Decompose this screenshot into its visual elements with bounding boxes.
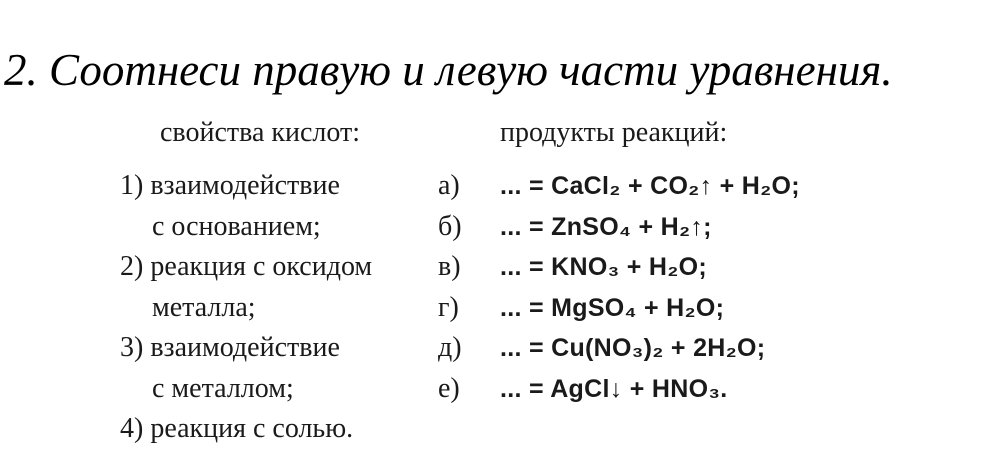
product-equation: ... = CaCl₂ + CO₂↑ + H₂O; — [500, 172, 800, 200]
property-number: 3) — [120, 332, 144, 363]
product-row — [438, 247, 998, 288]
product-equation: ... = AgCl↓ + HNO₃. — [500, 374, 728, 403]
property-3-line-1 — [120, 328, 430, 369]
product-letter: г) — [438, 291, 459, 323]
property-number: 2) — [120, 251, 144, 282]
property-text: с металлом; — [152, 372, 294, 404]
product-equation: ... = ZnSO₄ + H₂↑; — [500, 212, 712, 241]
property-text: с основанием; — [152, 210, 321, 242]
property-3-line-2 — [120, 369, 430, 410]
product-row — [438, 207, 998, 248]
property-text: реакция с солью. — [150, 413, 354, 444]
product-equation: ... = Cu(NO₃)₂ + 2H₂O; — [500, 334, 766, 362]
product-equation: ... = KNO₃ + H₂O; — [500, 253, 707, 281]
product-letter: а) — [438, 170, 460, 201]
product-row — [438, 288, 998, 329]
property-number: 4) — [120, 413, 144, 444]
acid-properties-header: свойства кислот: — [160, 117, 361, 148]
property-text: металла; — [152, 291, 256, 323]
product-row — [438, 328, 998, 369]
product-letter: в) — [438, 251, 461, 282]
reaction-products-list — [438, 166, 998, 409]
product-row — [438, 369, 998, 410]
property-1-line-2 — [120, 207, 430, 248]
product-letter: б) — [438, 210, 462, 242]
product-letter: е) — [438, 372, 460, 404]
task-title: 2. Соотнеси правую и левую части уравнения. — [4, 45, 893, 95]
acid-properties-list — [120, 166, 430, 450]
property-number: 1) — [120, 170, 144, 201]
property-text: взаимодействие — [150, 170, 340, 201]
property-2-line-2 — [120, 288, 430, 329]
property-2-line-1 — [120, 247, 430, 288]
property-text: реакция с оксидом — [150, 251, 373, 282]
product-row — [438, 166, 998, 207]
property-4-line-1 — [120, 409, 430, 450]
product-letter: д) — [438, 332, 462, 363]
property-text: взаимодействие — [150, 332, 340, 363]
reaction-products-header: продукты реакций: — [500, 117, 728, 148]
property-1-line-1 — [120, 166, 430, 207]
product-equation: ... = MgSO₄ + H₂O; — [500, 293, 725, 322]
